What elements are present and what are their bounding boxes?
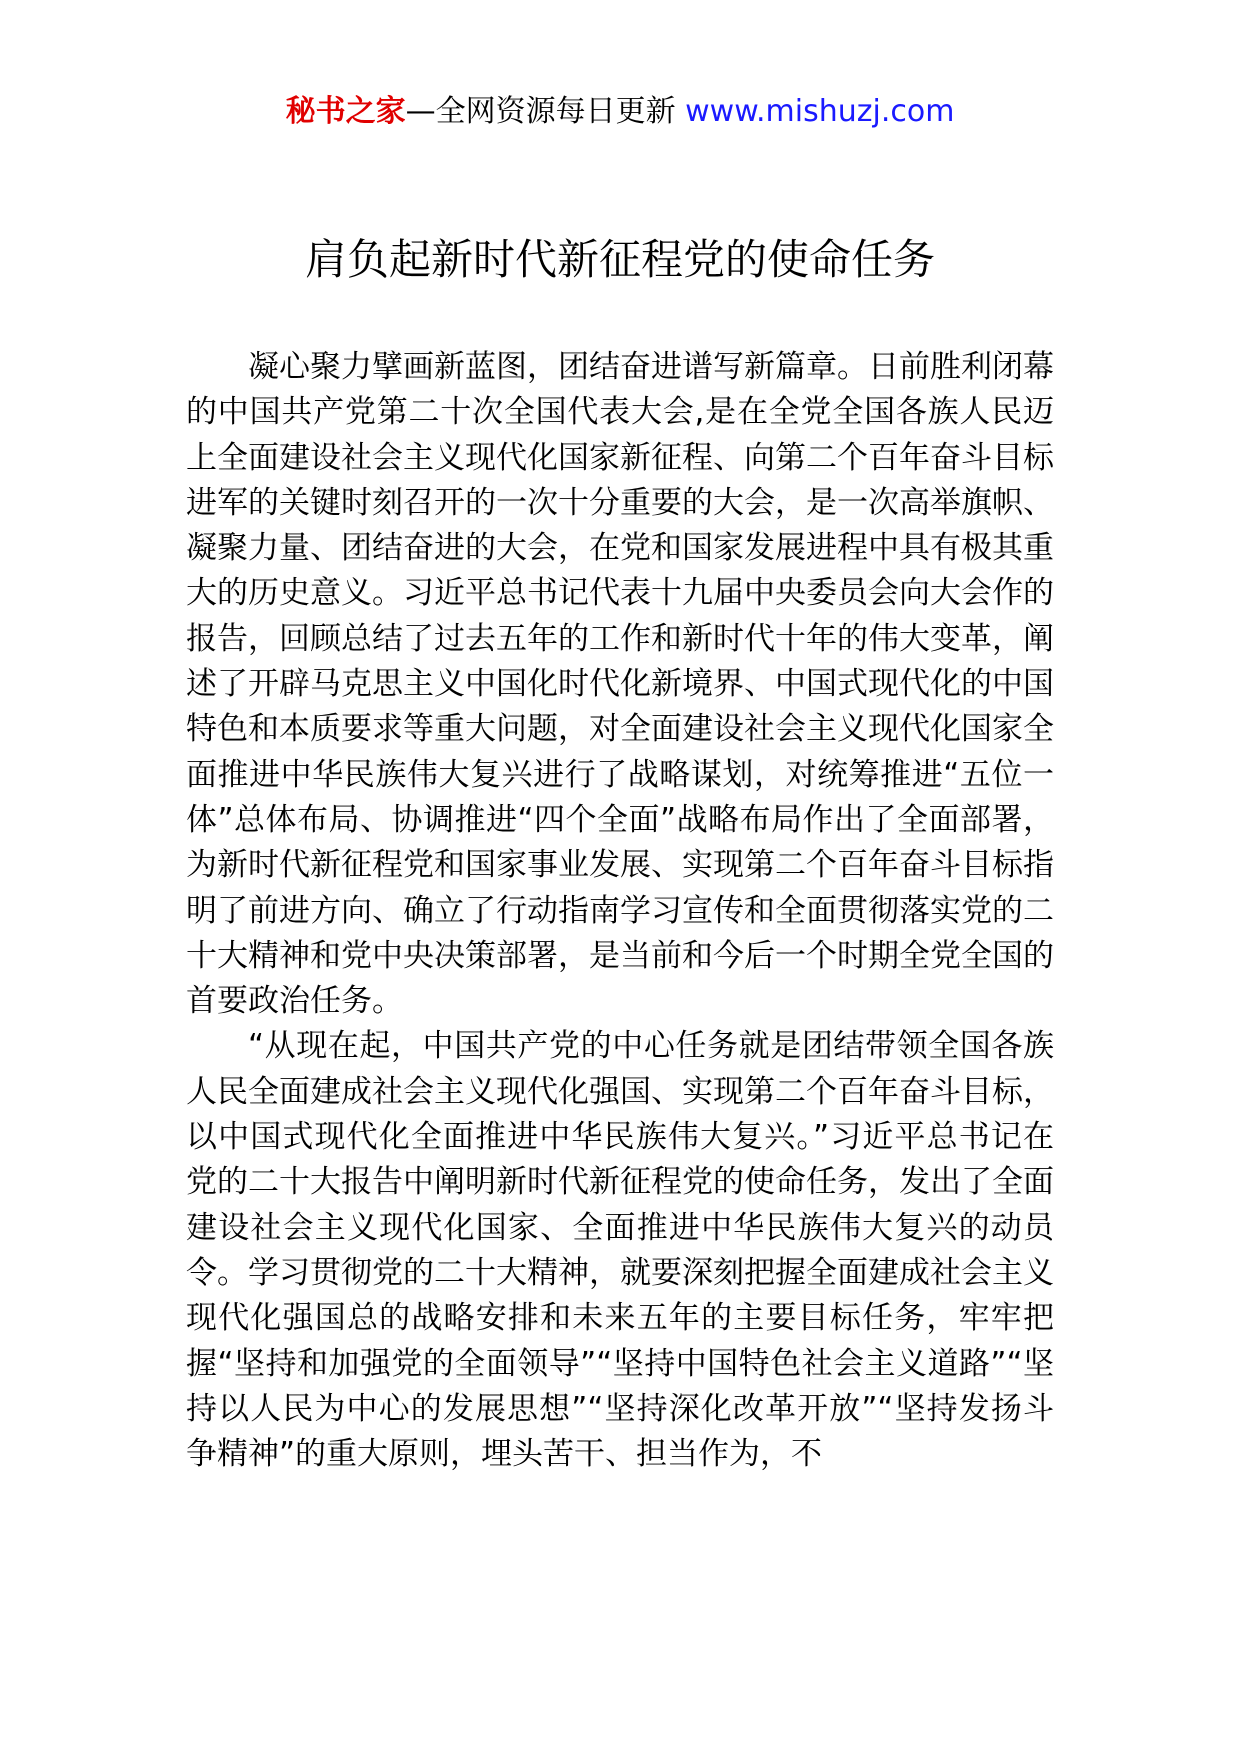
document-body xyxy=(186,345,1054,1477)
paragraph: “从现在起，中国共产党的中心任务就是团结带领全国各族人民全面建成社会主义现代化强国、实现第二个百年奋斗目标，以中国式现代化全面推进中华民族伟大复兴。”习近平总书记在党的二十大报告中阐明新时代新征程党的使命任务，发出了全面建设社会主义现代化国家、全面推进中华民族伟大复兴的动员令。学习贯彻党的二十大精神，就要深刻把握全面建成社会主义现代化强国总的战略安排和未来五年的主要目标任务，牢牢把握“坚持和加强党的全面领导”“坚持中国特色社会主义道路”“坚持以人民为中心的发展思想”“坚持深化改革开放”“坚持发扬斗争精神”的重大原则，埋头苦干、担当作为，不 xyxy=(186,1028,1054,1473)
paragraph: 凝心聚力擘画新蓝图，团结奋进谱写新篇章。日前胜利闭幕的中国共产党第二十次全国代表大会,是在全党全国各族人民迈上全面建设社会主义现代化国家新征程、向第二个百年奋斗目标进军的关键时刻召开的一次十分重要的大会，是一次高举旗帜、凝聚力量、团结奋进的大会，在党和国家发展进程中具有极其重大的历史意义。习近平总书记代表十九届中央委员会向大会作的报告，回顾总结了过去五年的工作和新时代十年的伟大变革，阐述了开辟马克思主义中国化时代化新境界、中国式现代化的中国特色和本质要求等重大问题，对全面建设社会主义现代化国家全面推进中华民族伟大复兴进行了战略谋划，对统筹推进“五位一体”总体布局、协调推进“四个全面”战略布局作出了全面部署，为新时代新征程党和国家事业发展、实现第二个百年奋斗目标指明了前进方向、确立了行动指南学习宣传和全面贯彻落实党的二十大精神和党中央决策部署，是当前和今后一个时期全党全国的首要政治任务。 xyxy=(186,349,1054,1020)
document-title: 肩负起新时代新征程党的使命任务 xyxy=(304,235,935,284)
header-tagline: —全网资源每日更新 xyxy=(405,94,676,129)
site-url[interactable]: www.mishuzj.com xyxy=(685,94,955,129)
site-header xyxy=(0,92,1240,132)
brand-name: 秘书之家 xyxy=(285,94,406,129)
